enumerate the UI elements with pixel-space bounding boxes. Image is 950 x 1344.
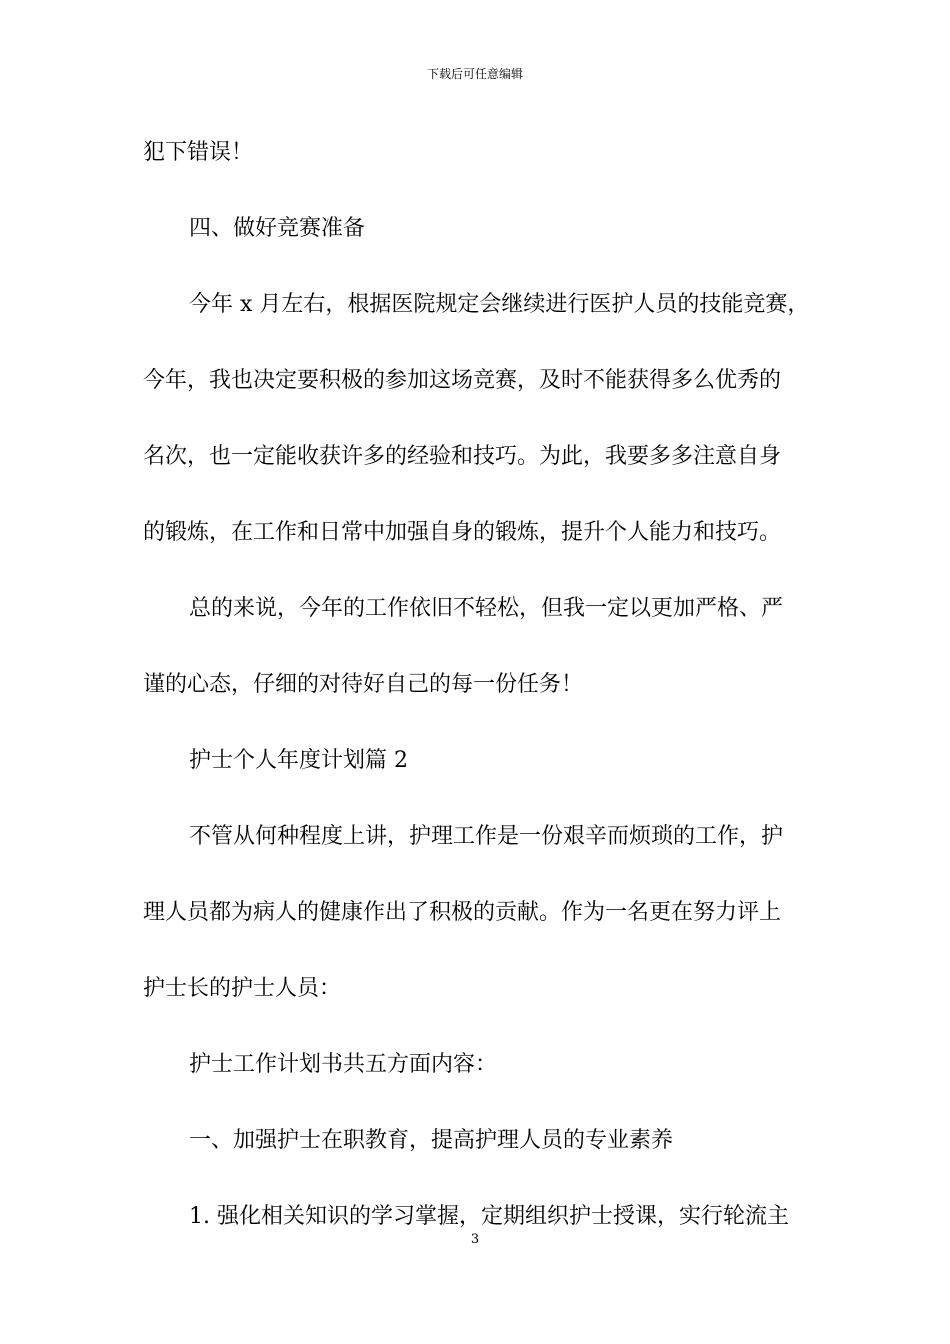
text-line: 总的来说，今年的工作依旧不轻松，但我一定以更加严格、严 (189, 596, 784, 621)
section-heading: 四、做好竞赛准备 (189, 216, 366, 241)
text-line: 名次，也一定能收获许多的经验和技巧。为此，我要多多注意自身 (143, 444, 782, 469)
text-line: 犯下错误！ (143, 140, 254, 165)
page-number: 3 (470, 1232, 480, 1247)
page-header: 下载后可任意编辑 (426, 67, 523, 81)
section-heading: 护士个人年度计划篇 2 (189, 748, 408, 773)
text-line: 护士工作计划书共五方面内容： (189, 1052, 498, 1077)
text-line: 今年 x 月左右，根据医院规定会继续进行医护人员的技能竞赛， (189, 292, 810, 317)
text-line: 谨的心态，仔细的对待好自己的每一份任务！ (143, 672, 584, 697)
text-line: 不管从何种程度上讲，护理工作是一份艰辛而烦琐的工作，护 (189, 824, 784, 849)
text-line: 的锻炼，在工作和日常中加强自身的锻炼，提升个人能力和技巧。 (143, 520, 782, 545)
text-line: 护士长的护士人员： (143, 976, 342, 1001)
text-line: 1. 强化相关知识的学习掌握，定期组织护士授课，实行轮流主 (189, 1204, 789, 1229)
document-body (143, 128, 823, 1268)
section-heading: 一、加强护士在职教育，提高护理人员的专业素养 (189, 1128, 674, 1153)
text-line: 今年，我也决定要积极的参加这场竞赛，及时不能获得多么优秀的 (143, 368, 782, 393)
text-line: 理人员都为病人的健康作出了积极的贡献。作为一名更在努力评上 (143, 900, 782, 925)
